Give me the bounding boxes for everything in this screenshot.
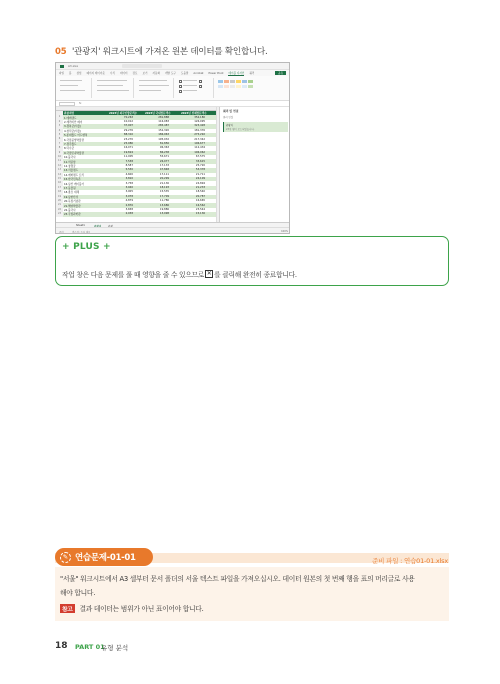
- table-cell[interactable]: 15,136: [195, 212, 205, 216]
- ribbon-tab[interactable]: 검토: [132, 72, 138, 75]
- table-cell[interactable]: 4,879: [125, 199, 133, 203]
- table-cell[interactable]: 16,562: [195, 203, 205, 207]
- table-cell[interactable]: 2.캐리비안 베이: [64, 121, 83, 125]
- ribbon-tab[interactable]: 삽입: [76, 72, 82, 75]
- close-icon: ✕: [206, 270, 212, 277]
- table-cell[interactable]: 14.에버랜드 트리: [64, 173, 84, 177]
- table-cell[interactable]: 13,098: [159, 212, 169, 216]
- table-cell[interactable]: 24,894: [195, 181, 205, 185]
- table-cell[interactable]: 7.경주월드: [64, 143, 77, 147]
- table-cell[interactable]: 285,487: [158, 124, 169, 128]
- table-cell[interactable]: 5.롯데월드 어드벤처: [64, 134, 88, 138]
- table-cell[interactable]: 3,758: [125, 181, 133, 185]
- exercise-label: 연습문제-01-01: [75, 553, 136, 563]
- table-cell[interactable]: 19.남한산성: [64, 195, 79, 199]
- table-cell[interactable]: 3,658: [125, 208, 133, 212]
- table-cell[interactable]: 181,376: [194, 128, 205, 132]
- table-cell[interactable]: 3,040: [125, 186, 133, 190]
- ribbon-tab[interactable]: 개발 도구: [165, 72, 176, 75]
- table-cell[interactable]: 10.불국사: [64, 156, 76, 160]
- excel-search-box[interactable]: [122, 64, 162, 68]
- table-style-swatch[interactable]: [248, 85, 253, 88]
- status-bar: [56, 227, 290, 233]
- table-cell[interactable]: 18,193: [159, 186, 169, 190]
- table-style-swatch[interactable]: [230, 85, 235, 88]
- table-cell[interactable]: 11,786: [159, 199, 169, 203]
- table-style-swatch[interactable]: [224, 80, 229, 83]
- row-number: 21: [57, 203, 62, 207]
- table-cell[interactable]: 55,671: [159, 155, 169, 159]
- header-row-checkbox[interactable]: [179, 80, 182, 83]
- plus-text-before: 작업 창은 다음 문제를 풀 때 영향을 줄 수 있으므로: [62, 271, 205, 279]
- row-number: 1: [56, 115, 63, 119]
- step-number: 05: [55, 47, 67, 57]
- ribbon-tab[interactable]: Power Pivot: [208, 71, 224, 75]
- excel-titlebar: [56, 63, 289, 70]
- table-cell[interactable]: 2,038: [125, 212, 133, 216]
- table-cell[interactable]: 186,963: [158, 133, 169, 137]
- worksheet-grid: [56, 111, 216, 223]
- table-cell[interactable]: 37,907: [123, 124, 133, 128]
- pane-title: 쿼리 및 연결: [223, 109, 239, 113]
- step-instruction: [55, 45, 267, 57]
- table-cell[interactable]: 281,888: [158, 115, 169, 119]
- table-cell[interactable]: 18.종묘 대체: [64, 191, 79, 195]
- table-cell[interactable]: 21,136: [159, 181, 169, 185]
- row-number: 7: [56, 142, 63, 146]
- table-cell[interactable]: 4,600: [125, 172, 133, 176]
- excel-screenshot: [55, 62, 290, 234]
- table-cell[interactable]: 116,083: [158, 120, 169, 124]
- row-number: 6: [56, 137, 63, 141]
- table-cell[interactable]: 152,320: [158, 128, 169, 132]
- row-number: 4: [56, 129, 63, 133]
- note-badge: 참고: [60, 604, 75, 613]
- table-cell[interactable]: 25,980: [123, 142, 133, 146]
- ribbon-tab[interactable]: 도움말: [180, 72, 189, 75]
- ribbon-tab[interactable]: 쿼리: [249, 72, 255, 75]
- name-box[interactable]: [59, 102, 75, 106]
- table-cell[interactable]: 13.서울랜드: [64, 169, 79, 173]
- row-number: 8: [56, 146, 63, 150]
- table-cell[interactable]: 11,905: [123, 155, 133, 159]
- ribbon-tab[interactable]: 홈: [69, 72, 72, 75]
- table-cell[interactable]: 25,720: [195, 164, 205, 168]
- table-cell[interactable]: 16,071: [123, 146, 133, 150]
- exercise-body: [55, 567, 449, 621]
- row-number: 15: [57, 177, 62, 180]
- exercise-tag: [55, 548, 153, 566]
- table-cell[interactable]: 1.에버랜드: [64, 116, 77, 120]
- table-cell[interactable]: 67,575: [195, 155, 205, 159]
- table-cell[interactable]: 20.독립기념관: [64, 200, 81, 204]
- ribbon-tab[interactable]: 수식: [109, 72, 115, 75]
- ribbon-tab[interactable]: 파일: [59, 72, 65, 75]
- plus-tip-box: [55, 236, 449, 286]
- table-cell[interactable]: 21,711: [195, 172, 205, 176]
- table-cell[interactable]: 3.경복궁(서울): [64, 125, 82, 129]
- table-header-cell[interactable]: 2023년 전체방문객수: [181, 112, 207, 116]
- table-style-swatch[interactable]: [236, 85, 241, 88]
- table-cell[interactable]: 70,263: [123, 115, 133, 119]
- table-cell[interactable]: 88,310: [123, 133, 133, 137]
- row-number: 23: [57, 212, 62, 216]
- row-number: 19: [57, 194, 62, 198]
- plus-title: + PLUS +: [62, 242, 111, 252]
- pencil-icon: [60, 552, 71, 563]
- excel-logo-icon: [60, 65, 64, 68]
- table-cell[interactable]: 47,848: [159, 168, 169, 172]
- exercise-file: 준비 파일 : 연습01-01.xlsx: [372, 557, 448, 565]
- table-style-swatch[interactable]: [224, 85, 229, 88]
- ribbon-tab[interactable]: Acrobat: [193, 71, 204, 75]
- table-cell[interactable]: 3,810: [125, 177, 133, 181]
- row-number: 10: [57, 155, 62, 158]
- first-column-checkbox[interactable]: [199, 80, 202, 83]
- table-cell[interactable]: 53,378: [195, 168, 205, 172]
- table-cell[interactable]: 16,665: [195, 199, 205, 203]
- table-style-swatch[interactable]: [242, 80, 247, 83]
- ribbon-tab[interactable]: 데이터: [119, 72, 128, 75]
- status-accessibility[interactable]: 접근성: 조사 필요: [72, 230, 91, 234]
- excel-share-button[interactable]: 공유: [275, 71, 286, 75]
- pane-tabs[interactable]: 쿼리 연결: [223, 116, 233, 119]
- row-number: 11: [57, 159, 62, 163]
- table-cell[interactable]: 23,544: [195, 208, 205, 212]
- row-number: 17: [57, 185, 62, 189]
- table-style-swatch[interactable]: [242, 85, 247, 88]
- table-cell[interactable]: 15,535: [159, 190, 169, 194]
- excel-ribbon: [56, 76, 289, 101]
- sheet-tab[interactable]: Sheet1: [76, 223, 85, 227]
- table-cell[interactable]: 12.창경궁: [64, 165, 76, 169]
- table-cell[interactable]: 17,111: [159, 172, 169, 176]
- row-number: 2: [56, 120, 63, 124]
- table-cell[interactable]: 19,824: [123, 150, 133, 154]
- table-cell[interactable]: 9.국립민속박물관: [64, 151, 85, 155]
- table-cell[interactable]: 323,428: [194, 124, 205, 128]
- plus-text: [62, 269, 297, 279]
- table-cell[interactable]: 106,677: [194, 142, 205, 146]
- table-cell[interactable]: 15.한국민속촌: [64, 178, 81, 182]
- table-style-swatch[interactable]: [218, 85, 223, 88]
- exercise-line-1: "서울" 워크시트에서 A3 셀부터 문서 폴더의 서울 텍스트 파일을 가져오십시오. 데이터 원본의 첫 번째 행을 표의 머리글로 사용: [60, 575, 415, 583]
- table-cell[interactable]: 10,012: [123, 120, 133, 124]
- part-title: 유형 분석: [101, 644, 129, 652]
- table-cell[interactable]: 5,530: [125, 168, 133, 172]
- table-cell[interactable]: 195,032: [158, 137, 169, 141]
- table-style-swatch[interactable]: [230, 80, 235, 83]
- exercise-note: [60, 603, 203, 613]
- row-number: 13: [57, 168, 62, 172]
- table-cell[interactable]: 8.덕수궁: [64, 147, 74, 151]
- table-cell[interactable]: 23.국립과학관: [64, 213, 81, 217]
- table-cell[interactable]: 18,540: [195, 190, 205, 194]
- table-header-cell[interactable]: 2023년 국내방문객수: [145, 112, 171, 116]
- table-cell[interactable]: 24,109: [195, 177, 205, 181]
- table-cell[interactable]: 21,233: [195, 186, 205, 190]
- query-item[interactable]: [223, 122, 288, 132]
- table-cell[interactable]: 21.해양박물관: [64, 204, 81, 208]
- plus-text-after: 를 클릭해 완전히 종료합니다.: [214, 271, 297, 279]
- table-cell[interactable]: 11.석굴암: [64, 160, 76, 164]
- table-cell[interactable]: 3,005: [125, 190, 133, 194]
- query-name: 관광지: [226, 124, 233, 127]
- ribbon-tab[interactable]: 자동화: [152, 72, 161, 75]
- row-number: 20: [57, 199, 62, 202]
- table-style-swatch[interactable]: [218, 80, 223, 83]
- table-cell[interactable]: 86,238: [159, 150, 169, 154]
- page-number: 18: [55, 641, 68, 651]
- excel-file-title: A3.xlsx: [68, 64, 79, 68]
- table-header-cell[interactable]: 2023년 외국인방문객수: [109, 112, 138, 116]
- row-number: 12: [57, 163, 62, 167]
- table-style-swatch[interactable]: [236, 80, 241, 83]
- table-cell[interactable]: 275,292: [194, 133, 205, 137]
- table-cell[interactable]: 217,342: [194, 137, 205, 141]
- total-row-checkbox[interactable]: [179, 85, 182, 88]
- table-cell[interactable]: 352,180: [194, 115, 205, 119]
- table-cell[interactable]: 19,886: [159, 208, 169, 212]
- queries-connections-pane: [219, 107, 290, 223]
- exercise-line-2: 해야 합니다.: [60, 589, 96, 597]
- part-label: PART 01: [75, 643, 105, 651]
- table-cell[interactable]: 6.국립중앙박물관: [64, 138, 85, 142]
- table-cell[interactable]: 13,686: [159, 203, 169, 207]
- row-number: 16: [57, 181, 62, 185]
- table-cell[interactable]: 29,276: [123, 128, 133, 132]
- table-cell[interactable]: 3,078: [125, 194, 133, 198]
- table-cell[interactable]: 17,133: [159, 164, 169, 168]
- ribbon-tab[interactable]: 페이지 레이아웃: [86, 72, 105, 75]
- zoom-level[interactable]: 100%: [281, 229, 288, 233]
- table-cell[interactable]: 33,615: [195, 159, 205, 163]
- table-cell[interactable]: 20,787: [195, 194, 205, 198]
- step-text: '관광지' 워크시트에 가져온 원본 데이터를 확인합니다.: [71, 47, 268, 57]
- row-number: 9: [56, 151, 63, 155]
- table-cell[interactable]: 26,077: [159, 159, 169, 163]
- table-cell[interactable]: 126,095: [194, 120, 205, 124]
- table-header-cell[interactable]: 관광지명: [64, 112, 75, 116]
- table-cell[interactable]: 17.동물원: [64, 187, 76, 191]
- table-cell[interactable]: 20,299: [159, 177, 169, 181]
- table-cell[interactable]: 23,270: [123, 137, 133, 141]
- fx-label: fx: [79, 102, 82, 105]
- row-number: 5: [56, 133, 63, 137]
- table-cell[interactable]: 112,434: [194, 146, 205, 150]
- last-column-checkbox[interactable]: [199, 85, 202, 88]
- table-cell[interactable]: 96,363: [159, 146, 169, 150]
- table-cell[interactable]: 81,856: [159, 142, 169, 146]
- pencil-glyph: ✎: [62, 552, 69, 561]
- table-cell[interactable]: 4.창덕궁(서울): [64, 129, 82, 133]
- query-status: 23개 행이 로드되었습니다.: [226, 128, 255, 131]
- table-cell[interactable]: 7,538: [125, 159, 133, 163]
- row-number: 14: [57, 172, 62, 176]
- banded-rows-checkbox[interactable]: [179, 90, 182, 93]
- table-style-swatch[interactable]: [248, 80, 253, 83]
- table-cell[interactable]: 8,587: [125, 164, 133, 168]
- table-cell[interactable]: 22.불국사: [64, 209, 76, 213]
- table-cell[interactable]: 16.남산 케이블카: [64, 182, 84, 186]
- row-number: 22: [57, 207, 62, 211]
- row-number: 18: [57, 190, 62, 194]
- table-row[interactable]: [63, 212, 216, 216]
- ribbon-tab[interactable]: 테이블 디자인: [228, 71, 245, 75]
- status-ready: 준비: [59, 230, 64, 234]
- note-text: 결과 데이터는 범위가 아닌 표이어야 합니다.: [79, 605, 204, 613]
- ribbon-tab[interactable]: 보기: [142, 72, 148, 75]
- table-cell[interactable]: 2,876: [125, 203, 133, 207]
- table-cell[interactable]: 17,709: [159, 194, 169, 198]
- row-number: 3: [56, 124, 63, 128]
- table-cell[interactable]: 106,062: [194, 150, 205, 154]
